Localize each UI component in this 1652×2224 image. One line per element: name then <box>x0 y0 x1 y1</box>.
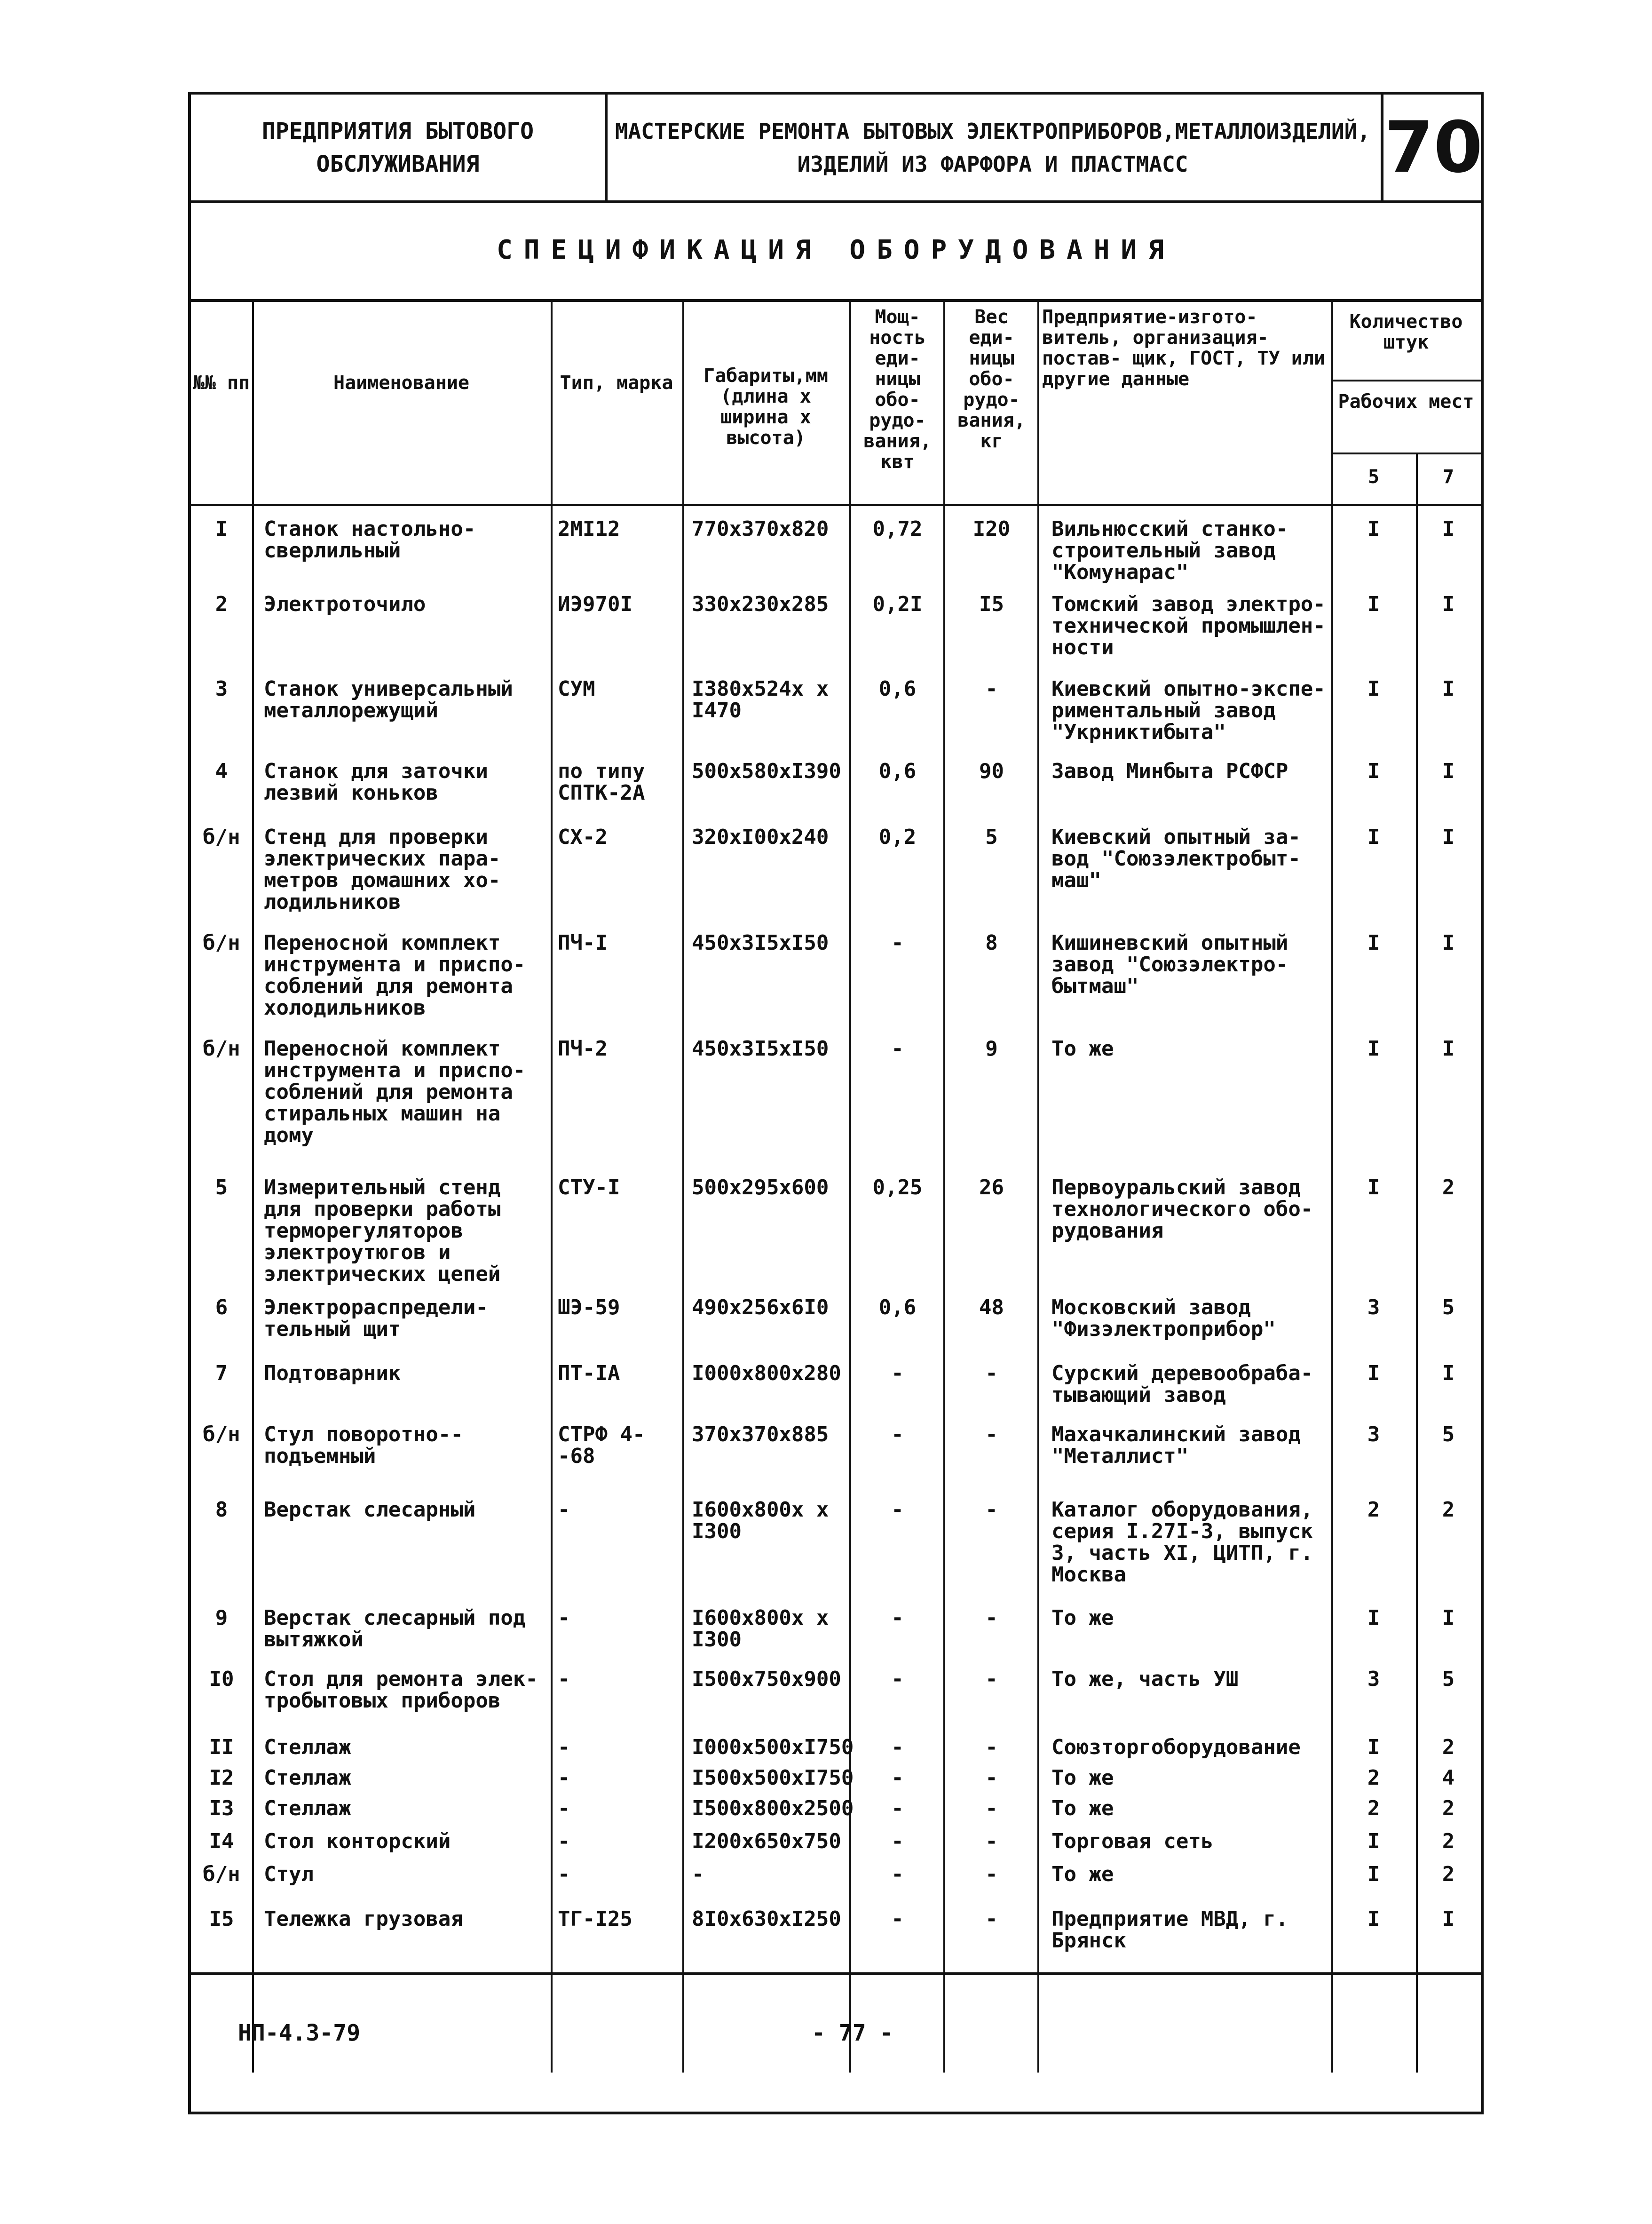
doc-code: НП-4.3-79 <box>238 2020 361 2046</box>
cell-dims: 770х370х820 <box>692 517 829 541</box>
cell-n: 3 <box>215 677 228 701</box>
cell-name: Измерительный стенд для проверки работы терморегуляторов электроутюгов и электрических цепей <box>264 1176 501 1286</box>
cell-dims: 8I0х630хI250 <box>692 1907 841 1931</box>
cell-dims: 500х295х600 <box>692 1176 829 1199</box>
section-title: СПЕЦИФИКАЦИЯ ОБОРУДОВАНИЯ <box>497 234 1175 265</box>
cell-n: I <box>215 517 228 541</box>
grid-line <box>191 504 1481 506</box>
col-header-num: №№ пп <box>193 372 250 394</box>
cell-q7: 2 <box>1442 1796 1455 1820</box>
cell-type: СТРФ 4--68 <box>558 1422 645 1468</box>
cell-name: Стул поворотно--подъемный <box>264 1422 463 1468</box>
cell-maker: Союзторгоборудование <box>1051 1735 1301 1759</box>
cell-name: Стеллаж <box>264 1766 351 1790</box>
col-header-name: Наименование <box>333 372 469 394</box>
grid-line <box>1331 453 1481 454</box>
col-header-type: Тип, марка <box>560 372 673 394</box>
cell-type: - <box>558 1796 570 1820</box>
cell-dims: I000х800х280 <box>692 1361 841 1385</box>
cell-maker: Московский завод "Физэлектроприбор" <box>1051 1295 1276 1341</box>
cell-q7: I <box>1442 1037 1455 1061</box>
cell-maker: То же <box>1051 1766 1114 1790</box>
cell-q5: I <box>1367 931 1380 955</box>
cell-n: б/н <box>203 825 240 849</box>
cell-n: б/н <box>203 1422 240 1446</box>
cell-name: Стол конторский <box>264 1829 451 1853</box>
cell-power: - <box>891 1796 904 1820</box>
grid-line <box>551 302 553 2073</box>
page-number: - 77 - <box>812 2020 893 2046</box>
cell-q7: I <box>1442 1361 1455 1385</box>
cell-q7: 4 <box>1442 1766 1455 1790</box>
cell-dims: 450х3I5хI50 <box>692 931 829 955</box>
cell-name: Подтоварник <box>264 1361 401 1385</box>
cell-power: 0,2 <box>878 825 917 849</box>
cell-name: Верстак слесарный под вытяжкой <box>264 1606 526 1652</box>
cell-q5: I <box>1367 677 1380 701</box>
cell-q5: 2 <box>1367 1766 1380 1790</box>
cell-weight: - <box>985 1735 998 1759</box>
cell-maker: Торговая сеть <box>1051 1829 1214 1853</box>
cell-weight: I20 <box>972 517 1011 541</box>
cell-q5: I <box>1367 1037 1380 1061</box>
cell-q5: I <box>1367 1735 1380 1759</box>
cell-q7: I <box>1442 759 1455 783</box>
cell-q7: 2 <box>1442 1862 1455 1886</box>
cell-type: - <box>558 1606 570 1630</box>
cell-q7: 5 <box>1442 1422 1455 1446</box>
cell-q5: 2 <box>1367 1796 1380 1820</box>
cell-maker: Киевский опытный за-вод "Союзэлектробыт-маш" <box>1051 825 1301 892</box>
cell-n: I4 <box>209 1829 234 1853</box>
cell-dims: 320хI00х240 <box>692 825 829 849</box>
cell-name: Электроточило <box>264 592 426 616</box>
cell-maker: Махачкалинский завод "Металлист" <box>1051 1422 1301 1468</box>
cell-q7: 2 <box>1442 1176 1455 1199</box>
grid-line <box>943 302 945 2073</box>
cell-maker: То же <box>1051 1037 1114 1061</box>
cell-weight: - <box>985 1422 998 1446</box>
cell-q5: I <box>1367 592 1380 616</box>
cell-dims: 500х580хI390 <box>692 759 841 783</box>
cell-type: 2МI12 <box>558 517 620 541</box>
cell-name: Стул <box>264 1862 314 1886</box>
cell-type: СУМ <box>558 677 595 701</box>
cell-weight: - <box>985 1606 998 1630</box>
cell-weight: I5 <box>979 592 1004 616</box>
cell-power: - <box>891 1766 904 1790</box>
cell-maker: Томский завод электро-технической промышлен-ности <box>1051 592 1326 659</box>
cell-maker: То же <box>1051 1796 1114 1820</box>
cell-power: 0,72 <box>872 517 923 541</box>
cell-type: ПЧ-2 <box>558 1037 608 1061</box>
cell-dims: I500х750х900 <box>692 1667 841 1691</box>
cell-q7: 2 <box>1442 1498 1455 1522</box>
cell-weight: - <box>985 1766 998 1790</box>
cell-n: 6 <box>215 1295 228 1319</box>
organization-title <box>191 95 608 200</box>
cell-q7: I <box>1442 1606 1455 1630</box>
cell-type: - <box>558 1735 570 1759</box>
cell-weight: - <box>985 677 998 701</box>
cell-n: б/н <box>203 1862 240 1886</box>
cell-n: 9 <box>215 1606 228 1630</box>
sheet-number: 70 <box>1384 106 1483 189</box>
title-line-1: МАСТЕРСКИЕ РЕМОНТА БЫТОВЫХ ЭЛЕКТРОПРИБОРОВ,МЕТАЛЛОИЗДЕЛИЙ, <box>615 118 1371 144</box>
cell-n: I5 <box>209 1907 234 1931</box>
cell-q5: I <box>1367 759 1380 783</box>
cell-power: - <box>891 1422 904 1446</box>
cell-dims: 330х230х285 <box>692 592 829 616</box>
cell-power: - <box>891 1667 904 1691</box>
cell-n: II <box>209 1735 234 1759</box>
cell-n: 4 <box>215 759 228 783</box>
cell-weight: - <box>985 1498 998 1522</box>
cell-maker: Киевский опытно-экспе-риментальный завод "Укрниктибыта" <box>1051 677 1326 744</box>
col-header-qty: Количество штук <box>1349 311 1463 353</box>
cell-power: - <box>891 1037 904 1061</box>
col-header-weight: Вес еди- ницы обо- рудо- вания, кг <box>957 306 1026 452</box>
col-header-workplaces: Рабочих мест <box>1338 391 1474 413</box>
cell-n: I2 <box>209 1766 234 1790</box>
cell-q7: I <box>1442 517 1455 541</box>
cell-power: 0,6 <box>878 677 917 701</box>
cell-type: СХ-2 <box>558 825 608 849</box>
cell-q7: 2 <box>1442 1829 1455 1853</box>
cell-weight: - <box>985 1796 998 1820</box>
cell-name: Станок универсальный металлорежущий <box>264 677 513 723</box>
cell-type: - <box>558 1862 570 1886</box>
cell-q5: 2 <box>1367 1498 1380 1522</box>
cell-maker: То же, часть УШ <box>1051 1667 1239 1691</box>
cell-type: ШЭ-59 <box>558 1295 620 1319</box>
cell-type: ИЭ970I <box>558 592 632 616</box>
cell-type: ПТ-IА <box>558 1361 620 1385</box>
cell-maker: Каталог оборудования, серия I.27I-3, выпуск 3, часть XI, ЦИТП, г. Москва <box>1051 1498 1313 1587</box>
cell-name: Электрораспредели-тельный щит <box>264 1295 488 1341</box>
cell-q5: I <box>1367 1606 1380 1630</box>
cell-name: Стенд для проверки электрических пара-метров домашних хо-лодильников <box>264 825 501 914</box>
cell-n: 8 <box>215 1498 228 1522</box>
document-header <box>191 95 1481 203</box>
cell-maker: Кишиневский опытный завод "Союзэлектро-бытмаш" <box>1051 931 1288 998</box>
cell-type: ПЧ-I <box>558 931 608 955</box>
cell-name: Верстак слесарный <box>264 1498 476 1522</box>
cell-type: СТУ-I <box>558 1176 620 1199</box>
cell-name: Стол для ремонта элек-тробытовых приборов <box>264 1667 538 1713</box>
cell-maker: То же <box>1051 1862 1114 1886</box>
cell-n: б/н <box>203 1037 240 1061</box>
cell-q5: 3 <box>1367 1422 1380 1446</box>
cell-n: 2 <box>215 592 228 616</box>
cell-q5: I <box>1367 1361 1380 1385</box>
col-header-maker: Предприятие-изгото- витель, организация-постав- щик, ГОСТ, ТУ или другие данные <box>1042 306 1326 390</box>
cell-dims: I200х650х750 <box>692 1829 841 1853</box>
grid-line <box>1331 380 1481 381</box>
cell-power: - <box>891 1361 904 1385</box>
cell-weight: - <box>985 1907 998 1931</box>
cell-weight: 48 <box>979 1295 1004 1319</box>
cell-power: - <box>891 1907 904 1931</box>
cell-weight: 5 <box>985 825 998 849</box>
cell-n: б/н <box>203 931 240 955</box>
document-title <box>605 95 1383 200</box>
cell-q7: 2 <box>1442 1735 1455 1759</box>
cell-power: 0,2I <box>872 592 923 616</box>
cell-maker: Вильнюсский станко-строительный завод "Комунарас" <box>1051 517 1288 584</box>
cell-maker: Первоуральский завод технологического обо-рудования <box>1051 1176 1313 1243</box>
cell-dims: 370х370х885 <box>692 1422 829 1446</box>
org-line-1: ПРЕДПРИЯТИЯ БЫТОВОГО <box>262 118 534 144</box>
cell-type: - <box>558 1766 570 1790</box>
cell-dims: 450х3I5хI50 <box>692 1037 829 1061</box>
cell-power: - <box>891 1498 904 1522</box>
cell-maker: Предприятие МВД, г. Брянск <box>1051 1907 1288 1953</box>
cell-dims: I380х524х х I470 <box>692 677 829 723</box>
cell-name: Тележка грузовая <box>264 1907 463 1931</box>
cell-n: 7 <box>215 1361 228 1385</box>
cell-q5: 3 <box>1367 1295 1380 1319</box>
cell-q7: 5 <box>1442 1667 1455 1691</box>
grid-line <box>682 302 684 2073</box>
cell-q5: 3 <box>1367 1667 1380 1691</box>
cell-power: - <box>891 1862 904 1886</box>
cell-weight: - <box>985 1862 998 1886</box>
cell-type: - <box>558 1829 570 1853</box>
cell-weight: 90 <box>979 759 1004 783</box>
cell-maker: Сурский деревообраба-тывающий завод <box>1051 1361 1313 1407</box>
cell-q5: I <box>1367 1862 1380 1886</box>
cell-weight: 8 <box>985 931 998 955</box>
cell-n: I3 <box>209 1796 234 1820</box>
cell-power: 0,6 <box>878 759 917 783</box>
cell-q5: I <box>1367 825 1380 849</box>
cell-dims: 490х256х6I0 <box>692 1295 829 1319</box>
cell-dims: I000х500хI750 <box>692 1735 854 1759</box>
cell-name: Переносной комплект инструмента и приспо-соблений для ремонта стиральных машин на дому <box>264 1037 526 1147</box>
cell-name: Станок для заточки лезвий коньков <box>264 759 488 805</box>
cell-name: Стеллаж <box>264 1796 351 1820</box>
cell-q7: 5 <box>1442 1295 1455 1319</box>
cell-weight: - <box>985 1361 998 1385</box>
cell-name: Переносной комплект инструмента и приспо-соблений для ремонта холодильников <box>264 931 526 1020</box>
cell-weight: - <box>985 1667 998 1691</box>
cell-weight: - <box>985 1829 998 1853</box>
document-sheet <box>188 92 1484 2114</box>
cell-type: - <box>558 1498 570 1522</box>
col-header-dims: Габариты,мм (длина х ширина х высота) <box>703 365 828 449</box>
cell-q7: I <box>1442 592 1455 616</box>
cell-q7: I <box>1442 677 1455 701</box>
grid-line <box>1037 302 1039 2073</box>
cell-n: 5 <box>215 1176 228 1199</box>
cell-weight: 9 <box>985 1037 998 1061</box>
cell-type: ТГ-I25 <box>558 1907 632 1931</box>
cell-name: Стеллаж <box>264 1735 351 1759</box>
cell-q7: I <box>1442 825 1455 849</box>
equipment-table <box>191 299 1481 2073</box>
cell-power: - <box>891 931 904 955</box>
cell-q7: I <box>1442 931 1455 955</box>
cell-maker: То же <box>1051 1606 1114 1630</box>
cell-type: - <box>558 1667 570 1691</box>
org-line-2: ОБСЛУЖИВАНИЯ <box>316 151 480 177</box>
col-header-q5: 5 <box>1367 466 1380 488</box>
cell-power: - <box>891 1829 904 1853</box>
cell-weight: 26 <box>979 1176 1004 1199</box>
cell-dims: I600х800х х I300 <box>692 1606 829 1652</box>
col-header-power: Мощ- ность еди- ницы обо- рудо- вания, квт <box>863 306 932 473</box>
cell-q7: I <box>1442 1907 1455 1931</box>
cell-dims: I600х800х х I300 <box>692 1498 829 1543</box>
cell-type: по типу СПТК-2А <box>558 759 645 805</box>
cell-q5: I <box>1367 1829 1380 1853</box>
document-footer <box>191 1972 1481 2112</box>
cell-q5: I <box>1367 1907 1380 1931</box>
cell-maker: Завод Минбыта РСФСР <box>1051 759 1288 783</box>
grid-line <box>252 302 254 2073</box>
cell-n: I0 <box>209 1667 234 1691</box>
cell-power: 0,25 <box>872 1176 923 1199</box>
cell-dims: I500х500хI750 <box>692 1766 854 1790</box>
cell-power: 0,6 <box>878 1295 917 1319</box>
cell-dims: I500х800х2500 <box>692 1796 854 1820</box>
cell-dims: - <box>692 1862 704 1886</box>
cell-power: - <box>891 1606 904 1630</box>
title-line-2: ИЗДЕЛИЙ ИЗ ФАРФОРА И ПЛАСТМАСС <box>797 151 1188 177</box>
cell-name: Станок настольно-сверлильный <box>264 517 476 563</box>
cell-q5: I <box>1367 1176 1380 1199</box>
cell-power: - <box>891 1735 904 1759</box>
col-header-q7: 7 <box>1442 466 1454 488</box>
cell-q5: I <box>1367 517 1380 541</box>
